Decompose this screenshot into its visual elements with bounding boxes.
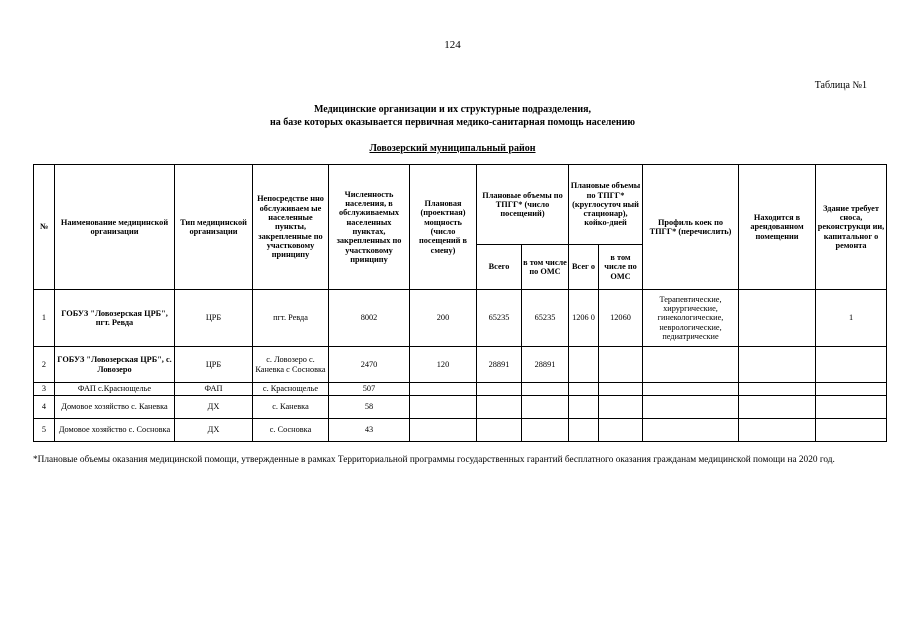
header-settlements: Непосредстве нно обслуживаем ые населенные пункты, закрепленные по участковому принципу — [253, 165, 329, 290]
table-label: Таблица №1 — [814, 80, 867, 91]
cell-visits-oms — [522, 383, 569, 396]
header-beddays: Плановые объемы по ТПГГ* (круглосуточ ный стационар), койко-дней — [569, 165, 643, 245]
header-population: Численность населения, в обслуживаемых населенных пунктах, закрепленных по участковому принципу — [329, 165, 410, 290]
cell-num: 2 — [34, 347, 55, 383]
cell-rented — [739, 290, 816, 347]
header-num: № — [34, 165, 55, 290]
title-line-2: на базе которых оказывается первичная медико-санитарная помощь населению — [270, 117, 635, 128]
cell-repair — [816, 419, 887, 442]
cell-num: 3 — [34, 383, 55, 396]
header-capacity: Плановая (проектная) мощность (число посещений в смену) — [410, 165, 477, 290]
cell-beds-oms: 12060 — [599, 290, 643, 347]
cell-rented — [739, 383, 816, 396]
page-number: 124 — [444, 39, 461, 51]
cell-visits-oms — [522, 419, 569, 442]
header-beds-total: Всег о — [569, 245, 599, 290]
cell-rented — [739, 347, 816, 383]
cell-population: 2470 — [329, 347, 410, 383]
table-row — [34, 419, 887, 442]
cell-type: ФАП — [175, 383, 253, 396]
header-visits-total: Всего — [477, 245, 522, 290]
cell-profile: Терапевтические, хирургические, гинекологические, неврологические, педиатрические — [643, 290, 739, 347]
organizations-table — [33, 164, 887, 442]
cell-settlements: пгт. Ревда — [253, 290, 329, 347]
header-profile: Профиль коек по ТПГГ* (перечислить) — [643, 165, 739, 290]
cell-profile — [643, 396, 739, 419]
title-line-1: Медицинские организации и их структурные подразделения, — [314, 104, 591, 115]
cell-name: ГОБУЗ "Ловозерская ЦРБ", с. Ловозеро — [55, 347, 175, 383]
header-beds-oms: в том числе по ОМС — [599, 245, 643, 290]
cell-beds-oms — [599, 419, 643, 442]
cell-settlements: с. Краснощелье — [253, 383, 329, 396]
cell-visits-oms: 65235 — [522, 290, 569, 347]
footnote: *Плановые объемы оказания медицинской помощи, утвержденные в рамках Территориальной программы государственных гарантий бесплатного оказания гражданам медицинской помощи на 2020 год. — [33, 455, 835, 465]
header-type: Тип медицинской организации — [175, 165, 253, 290]
cell-repair — [816, 383, 887, 396]
cell-beds-oms — [599, 347, 643, 383]
cell-visits-total — [477, 396, 522, 419]
header-visits: Плановые объемы по ТПГГ* (число посещений) — [477, 165, 569, 245]
cell-beds-oms — [599, 383, 643, 396]
cell-rented — [739, 396, 816, 419]
cell-name: Домовое хозяйство с. Сосновка — [55, 419, 175, 442]
cell-beds-total — [569, 419, 599, 442]
cell-settlements: с. Каневка — [253, 396, 329, 419]
cell-name: ФАП с.Краснощелье — [55, 383, 175, 396]
cell-capacity: 200 — [410, 290, 477, 347]
cell-num: 5 — [34, 419, 55, 442]
cell-settlements: с. Сосновка — [253, 419, 329, 442]
cell-visits-oms — [522, 396, 569, 419]
cell-visits-total — [477, 383, 522, 396]
cell-capacity: 120 — [410, 347, 477, 383]
table-row — [34, 347, 887, 383]
cell-population: 507 — [329, 383, 410, 396]
cell-type: ЦРБ — [175, 290, 253, 347]
cell-name: Домовое хозяйство с. Каневка — [55, 396, 175, 419]
cell-beds-total — [569, 347, 599, 383]
cell-visits-total: 65235 — [477, 290, 522, 347]
cell-num: 4 — [34, 396, 55, 419]
cell-population: 43 — [329, 419, 410, 442]
cell-capacity — [410, 419, 477, 442]
cell-repair — [816, 396, 887, 419]
table-row — [34, 290, 887, 347]
cell-repair: 1 — [816, 290, 887, 347]
cell-beds-total: 1206 0 — [569, 290, 599, 347]
cell-beds-total — [569, 383, 599, 396]
header-rented: Находится в арендованном помещении — [739, 165, 816, 290]
cell-visits-total — [477, 419, 522, 442]
cell-visits-total: 28891 — [477, 347, 522, 383]
cell-population: 58 — [329, 396, 410, 419]
cell-visits-oms: 28891 — [522, 347, 569, 383]
cell-settlements: с. Ловозеро с. Каневка с Сосновка — [253, 347, 329, 383]
cell-capacity — [410, 396, 477, 419]
district-title: Ловозерский муниципальный район — [369, 143, 536, 154]
cell-name: ГОБУЗ "Ловозерская ЦРБ", пгт. Ревда — [55, 290, 175, 347]
cell-profile — [643, 419, 739, 442]
cell-type: ЦРБ — [175, 347, 253, 383]
cell-type: ДХ — [175, 419, 253, 442]
cell-type: ДХ — [175, 396, 253, 419]
cell-rented — [739, 419, 816, 442]
cell-population: 8002 — [329, 290, 410, 347]
document-title — [0, 103, 905, 129]
table-row — [34, 383, 887, 396]
cell-num: 1 — [34, 290, 55, 347]
cell-beds-oms — [599, 396, 643, 419]
header-visits-oms: в том числе по ОМС — [522, 245, 569, 290]
table-row — [34, 396, 887, 419]
header-name: Наименование медицинской организации — [55, 165, 175, 290]
cell-profile — [643, 383, 739, 396]
cell-beds-total — [569, 396, 599, 419]
cell-repair — [816, 347, 887, 383]
cell-profile — [643, 347, 739, 383]
header-repair: Здание требует сноса, реконструкци ии, капитальног о ремонта — [816, 165, 887, 290]
cell-capacity — [410, 383, 477, 396]
